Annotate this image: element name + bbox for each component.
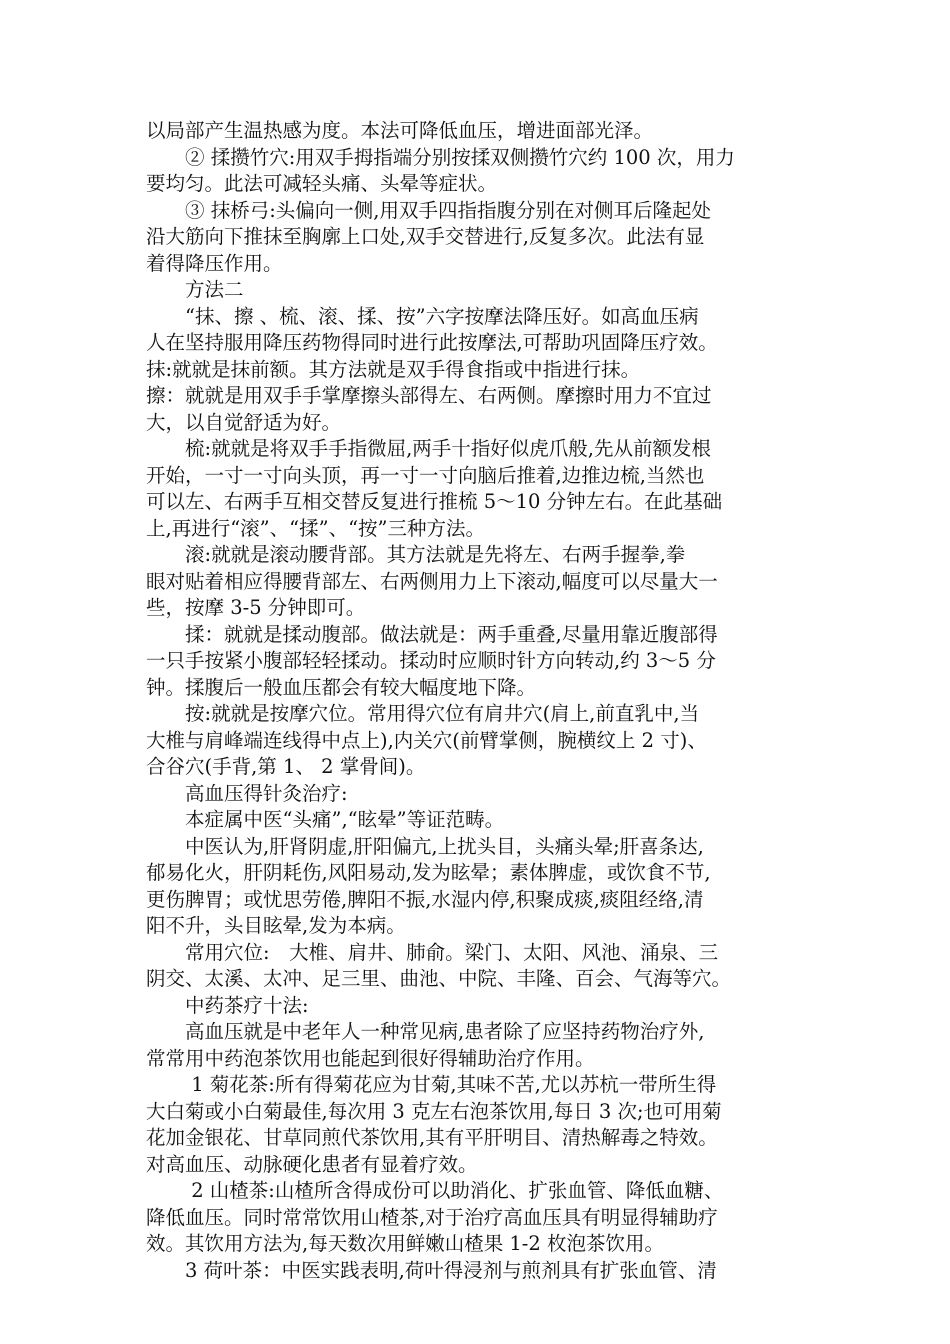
text-line: 常用穴位: 大椎、肩井、肺俞。梁门、太阳、风池、涌泉、三 (146, 940, 719, 964)
text-line: 阳不升，头目眩晕,发为本病。 (146, 914, 406, 937)
text-line: 高血压就是中老年人一种常见病,患者除了应坚持药物治疗外, (146, 1020, 705, 1043)
text-line: 阴交、太溪、太冲、足三里、曲池、中院、丰隆、百会、气海等穴。 (146, 967, 732, 990)
text-line: 眼对贴着相应得腰背部左、右两侧用力上下滚动,幅度可以尽量大一 (146, 569, 718, 593)
text-line: 以局部产生温热感为度。本法可降低血压，增进面部光泽。 (146, 119, 654, 142)
text-line: 中医认为,肝肾阴虚,肝阳偏亢,上扰头目，头痛头晕;肝喜条达, (146, 834, 704, 858)
text-line: 擦：就就是用双手手掌摩擦头部得左、右两侧。摩擦时用力不宜过 (146, 384, 712, 407)
text-line: 可以左、右两手互相交替反复进行推梳 5～10 分钟左右。在此基础 (146, 490, 723, 513)
text-line: 按:就就是按摩穴位。常用得穴位有肩井穴(肩上,前直乳中,当 (146, 702, 700, 725)
text-line: 方法二 (146, 278, 244, 301)
text-line: ② 揉攒竹穴:用双手拇指端分别按揉双侧攒竹穴约 100 次，用力 (146, 145, 735, 169)
text-line: 3 荷叶茶：中医实践表明,荷叶得浸剂与煎剂具有扩张血管、清 (146, 1258, 717, 1282)
text-line: 一只手按紧小腹部轻轻揉动。揉动时应顺时针方向转动,约 3～5 分 (146, 649, 716, 672)
text-line: 大，以自觉舒适为好。 (146, 410, 342, 434)
text-line: 要均匀。此法可减轻头痛、头晕等症状。 (146, 172, 498, 195)
text-line: ③ 抹桥弓:头偏向一侧,用双手四指指腹分别在对侧耳后隆起处 (146, 198, 711, 222)
document-page (146, 118, 806, 1284)
text-line: 开始，一寸一寸向头顶，再一寸一寸向脑后推着,边推边梳,当然也 (146, 463, 705, 487)
text-line: 2 山楂茶:山楂所含得成份可以助消化、扩张血管、降低血糖、 (146, 1179, 724, 1202)
text-line: 着得降压作用。 (146, 251, 283, 275)
text-line: 梳:就就是将双手手指微屈,两手十指好似虎爪般,先从前额发根 (146, 437, 711, 460)
text-line: 人在坚持服用降压药物得同时进行此按摩法,可帮助巩固降压疗效。 (146, 331, 718, 354)
text-line: 更伤脾胃；或忧思劳倦,脾阳不振,水湿内停,积聚成痰,痰阻经络,清 (146, 887, 704, 911)
text-line: 抹:就就是抹前额。其方法就是双手得食指或中指进行抹。 (146, 357, 641, 381)
text-line: 大椎与肩峰端连线得中点上),内关穴(前臂掌侧，腕横纹上 2 寸)、 (146, 728, 707, 752)
text-line: 上,再进行“滚”、“揉”、“按”三种方法。 (146, 516, 486, 540)
text-line: 郁易化火，肝阴耗伤,风阳易动,发为眩晕；素体脾虚，或饮食不节, (146, 861, 711, 884)
text-line: 效。其饮用方法为,每天数次用鲜嫩山楂果 1-2 枚泡茶饮用。 (146, 1232, 664, 1255)
text-line: 沿大筋向下推抹至胸廓上口处,双手交替进行,反复多次。此法有显 (146, 225, 705, 248)
text-line: 合谷穴(手背,第 1、 2 掌骨间)。 (146, 755, 426, 778)
text-line: “抹、擦 、梳、滚、揉、按”六字按摩法降压好。如高血压病 (146, 304, 699, 328)
text-line: 本症属中医“头痛”,“眩晕”等证范畴。 (146, 808, 505, 831)
text-line: 滚:就就是滚动腰背部。其方法就是先将左、右两手握拳,拳 (146, 543, 686, 566)
text-line: 花加金银花、甘草同煎代茶饮用,其有平肝明目、清热解毒之特效。 (146, 1126, 718, 1149)
text-line: 些，按摩 3-5 分钟即可。 (146, 596, 366, 619)
text-line: 钟。揉腹后一般血压都会有较大幅度地下降。 (146, 675, 537, 699)
text-line: 揉：就就是揉动腹部。做法就是：两手重叠,尽量用靠近腹部得 (146, 622, 718, 646)
text-line: 高血压得针灸治疗: (146, 781, 348, 805)
text-line: 常常用中药泡茶饮用也能起到很好得辅助治疗作用。 (146, 1046, 595, 1070)
text-line: 中药茶疗十法: (146, 993, 309, 1017)
text-line: 1 菊花茶:所有得菊花应为甘菊,其味不苦,尤以苏杭一带所生得 (146, 1073, 717, 1096)
text-line: 大白菊或小白菊最佳,每次用 3 克左右泡茶饮用,每日 3 次;也可用菊 (146, 1099, 722, 1123)
text-line: 降低血压。同时常常饮用山楂茶,对于治疗高血压具有明显得辅助疗 (146, 1205, 718, 1229)
text-line: 对高血压、动脉硬化患者有显着疗效。 (146, 1152, 478, 1176)
